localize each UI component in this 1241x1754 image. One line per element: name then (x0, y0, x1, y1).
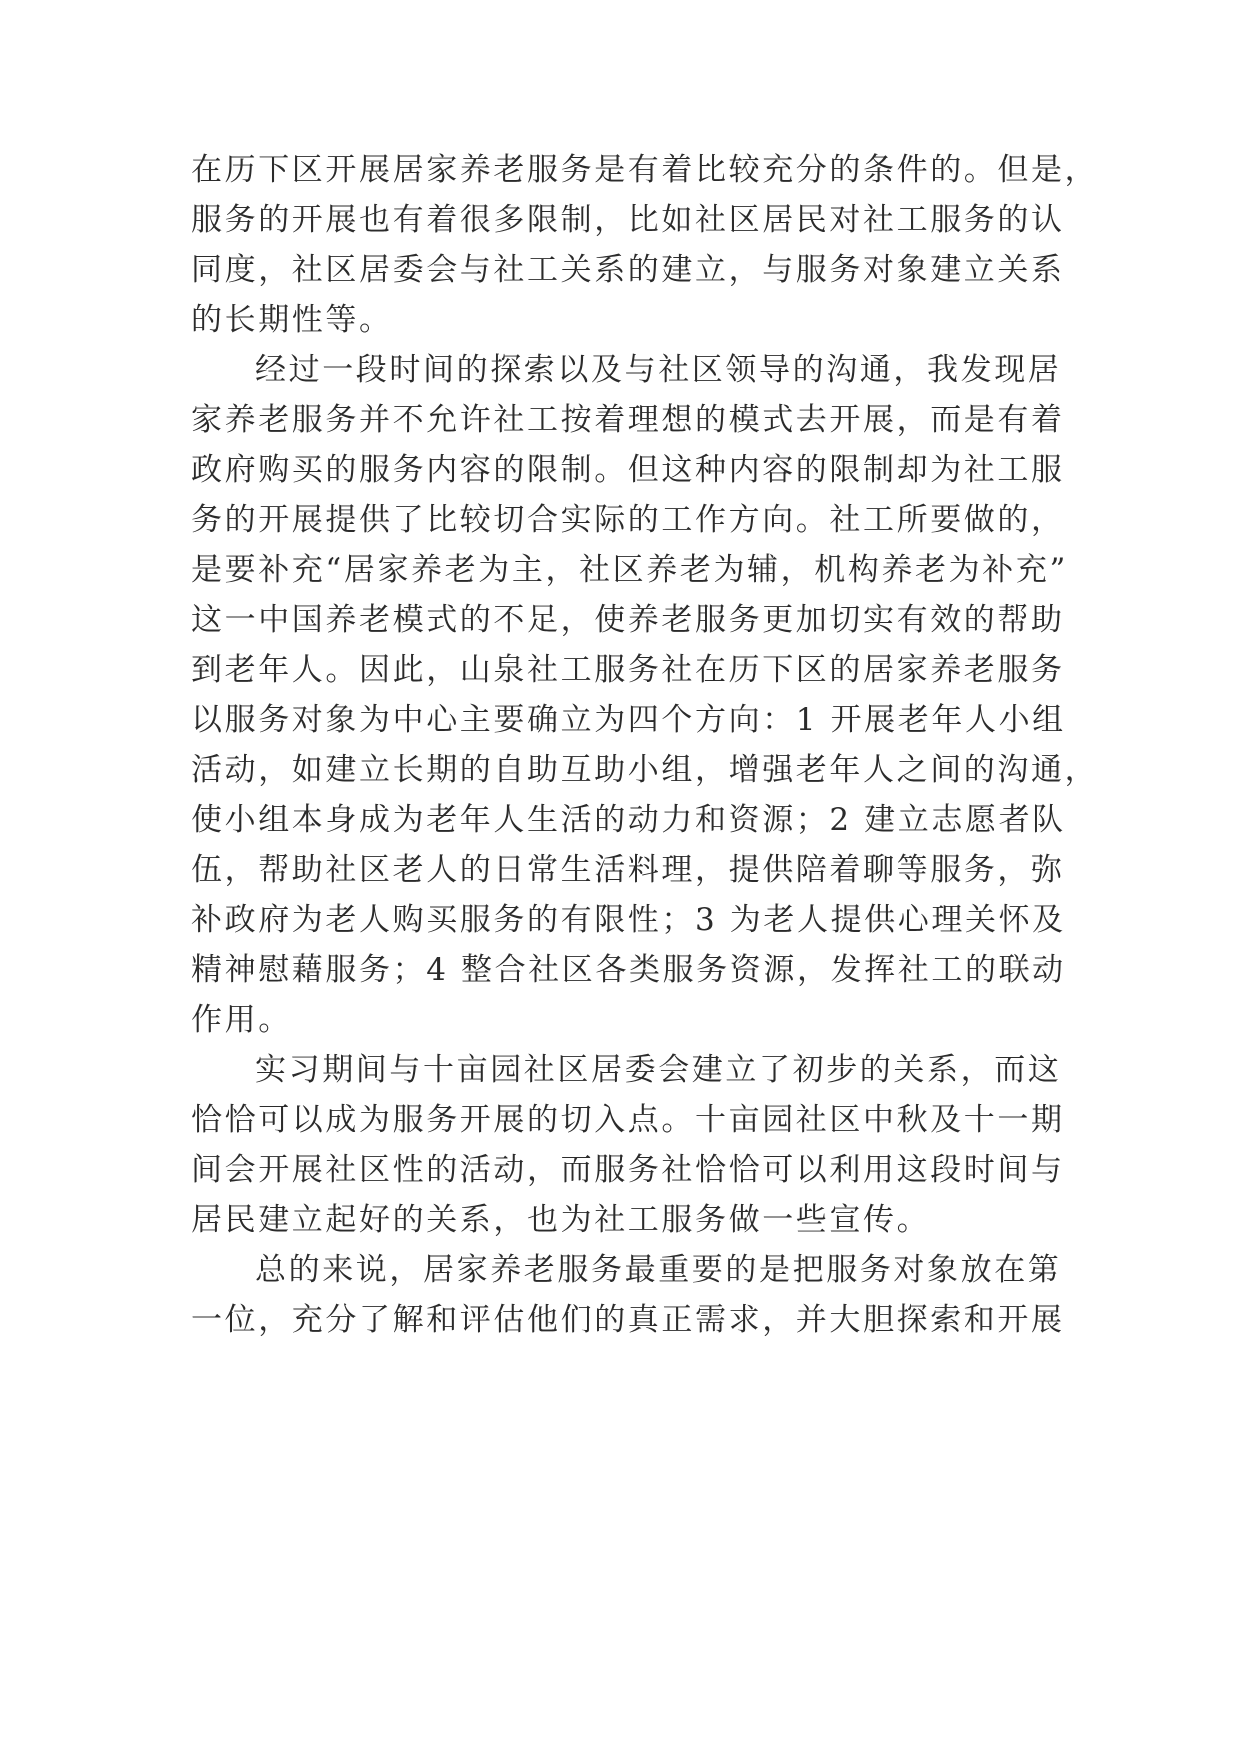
text-line: 的长期性等。 (191, 302, 393, 338)
text-line: 活动，如建立长期的自助互助小组，增强老年人之间的沟通， (191, 752, 1099, 788)
text-line: 使小组本身成为老年人生活的动力和资源；2 建立志愿者队 (191, 802, 1066, 838)
text-line: 总的来说，居家养老服务最重要的是把服务对象放在第 (255, 1252, 1062, 1288)
text-line: 经过一段时间的探索以及与社区领导的沟通，我发现居 (255, 352, 1062, 388)
text-line: 同度，社区居委会与社工关系的建立，与服务对象建立关系 (191, 252, 1065, 288)
text-line: 作用。 (191, 1002, 292, 1038)
text-line: 间会开展社区性的活动，而服务社恰恰可以利用这段时间与 (191, 1152, 1065, 1188)
text-line: 伍，帮助社区老人的日常生活料理，提供陪着聊等服务，弥 (191, 852, 1065, 888)
text-line: 是要补充“居家养老为主，社区养老为辅，机构养老为补充” (191, 552, 1068, 588)
text-line: 精神慰藉服务；4 整合社区各类服务资源，发挥社工的联动 (191, 952, 1066, 988)
text-line: 政府购买的服务内容的限制。但这种内容的限制却为社工服 (191, 452, 1065, 488)
paragraph-4 (191, 1245, 1065, 1345)
text-line: 在历下区开展居家养老服务是有着比较充分的条件的。但是， (191, 152, 1099, 188)
text-line: 到老年人。因此，山泉社工服务社在历下区的居家养老服务 (191, 652, 1065, 688)
text-line: 居民建立起好的关系，也为社工服务做一些宣传。 (191, 1202, 931, 1238)
text-line: 恰恰可以成为服务开展的切入点。十亩园社区中秋及十一期 (191, 1102, 1065, 1138)
paragraph-1 (191, 145, 1099, 345)
text-line: 一位，充分了解和评估他们的真正需求，并大胆探索和开展 (191, 1302, 1065, 1338)
text-line: 服务的开展也有着很多限制，比如社区居民对社工服务的认 (191, 202, 1065, 238)
paragraph-3 (191, 1045, 1065, 1245)
text-line: 家养老服务并不允许社工按着理想的模式去开展，而是有着 (191, 402, 1065, 438)
text-line: 补政府为老人购买服务的有限性；3 为老人提供心理关怀及 (191, 902, 1066, 938)
text-line: 务的开展提供了比较切合实际的工作方向。社工所要做的， (191, 502, 1065, 538)
text-line: 这一中国养老模式的不足，使养老服务更加切实有效的帮助 (191, 602, 1065, 638)
document-body (191, 145, 1099, 1345)
paragraph-2 (191, 345, 1099, 1045)
text-line: 以服务对象为中心主要确立为四个方向：1 开展老年人小组 (191, 702, 1066, 738)
text-line: 实习期间与十亩园社区居委会建立了初步的关系，而这 (255, 1052, 1062, 1088)
